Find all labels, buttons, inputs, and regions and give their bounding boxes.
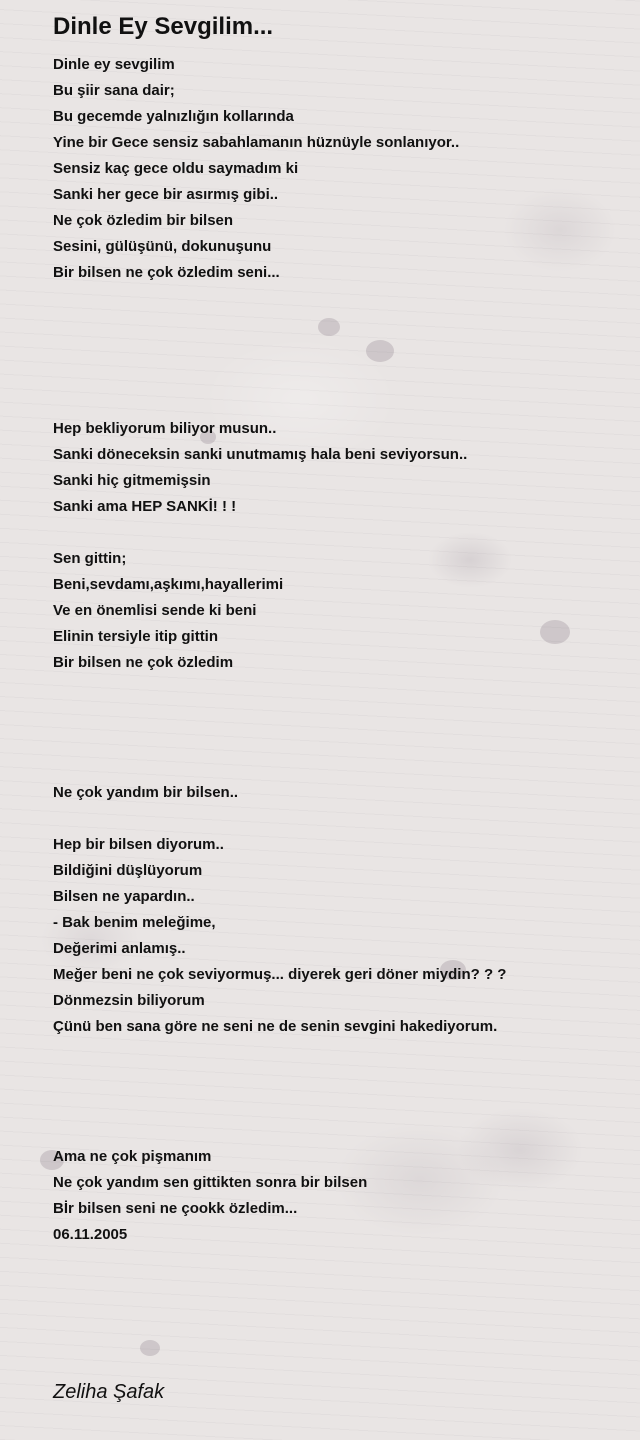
poem-line — [53, 1066, 613, 1092]
poem-line — [53, 1040, 613, 1066]
poem-line — [53, 728, 613, 754]
poem-line: Ne çok yandım sen gittikten sonra bir bilsen — [53, 1174, 368, 1191]
poem-author: Zeliha Şafak — [53, 1381, 165, 1403]
poem-line: Bu şiir sana dair; — [53, 82, 175, 99]
poem-line: Bu gecemde yalnızlığın kollarında — [53, 108, 294, 125]
poem-line: Yine bir Gece sensiz sabahlamanın hüznüyle sonlanıyor.. — [53, 134, 460, 151]
poem-line — [53, 312, 613, 338]
poem-line: Çünü ben sana göre ne seni ne de senin sevgini hakediyorum. — [53, 1018, 498, 1035]
poem-line: Dönmezsin biliyorum — [53, 992, 205, 1009]
poem-line — [53, 1092, 613, 1118]
poem-line — [53, 364, 613, 390]
poem-line: Sanki döneceksin sanki unutmamış hala beni seviyorsun.. — [53, 446, 468, 463]
poem-line: Hep bir bilsen diyorum.. — [53, 836, 224, 853]
poem-line: Dinle ey sevgilim — [53, 56, 175, 73]
poem-line — [53, 286, 613, 312]
poem-line — [53, 338, 613, 364]
poem-line: Ne çok yandım bir bilsen.. — [53, 784, 239, 801]
ink-stain — [140, 1340, 160, 1356]
poem-line: Bİr bilsen seni ne çookk özledim... — [53, 1200, 298, 1217]
poem-line: Sensiz kaç gece oldu saymadım ki — [53, 160, 299, 177]
poem-line: Sesini, gülüşünü, dokunuşunu — [53, 238, 272, 255]
poem-line: Sanki ama HEP SANKİ! ! ! — [53, 498, 237, 515]
poem-line: 06.11.2005 — [53, 1226, 128, 1243]
poem-line: Bildiğini düşlüyorum — [53, 862, 203, 879]
poem-line: Sanki her gece bir asırmış gibi.. — [53, 186, 279, 203]
poem-line — [53, 806, 613, 832]
poem-line — [53, 1118, 613, 1144]
poem-line — [53, 676, 613, 702]
poem-line: Sanki hiç gitmemişsin — [53, 472, 211, 489]
poem-line: Ne çok özledim bir bilsen — [53, 212, 234, 229]
poem-line — [53, 754, 613, 780]
poem-line: Elinin tersiyle itip gittin — [53, 628, 219, 645]
poem-line: Hep bekliyorum biliyor musun.. — [53, 420, 277, 437]
poem-title: Dinle Ey Sevgilim... — [53, 13, 274, 40]
poem-line — [53, 520, 613, 546]
poem-body — [53, 52, 613, 1248]
poem-line — [53, 390, 613, 416]
poem-line: Değerimi anlamış.. — [53, 940, 186, 957]
poem-line: Ve en önemlisi sende ki beni — [53, 602, 257, 619]
poem-line — [53, 702, 613, 728]
poem-line: Bir bilsen ne çok özledim seni... — [53, 264, 280, 281]
poem-line: Ama ne çok pişmanım — [53, 1148, 212, 1165]
poem-line: Sen gittin; — [53, 550, 127, 567]
poem-line: - Bak benim meleğime, — [53, 914, 216, 931]
poem-line: Beni,sevdamı,aşkımı,hayallerimi — [53, 576, 284, 593]
poem-line: Meğer beni ne çok seviyormuş... diyerek geri döner miydin? ? ? — [53, 966, 507, 983]
poem-line: Bilsen ne yapardın.. — [53, 888, 195, 905]
poem-line: Bir bilsen ne çok özledim — [53, 654, 234, 671]
